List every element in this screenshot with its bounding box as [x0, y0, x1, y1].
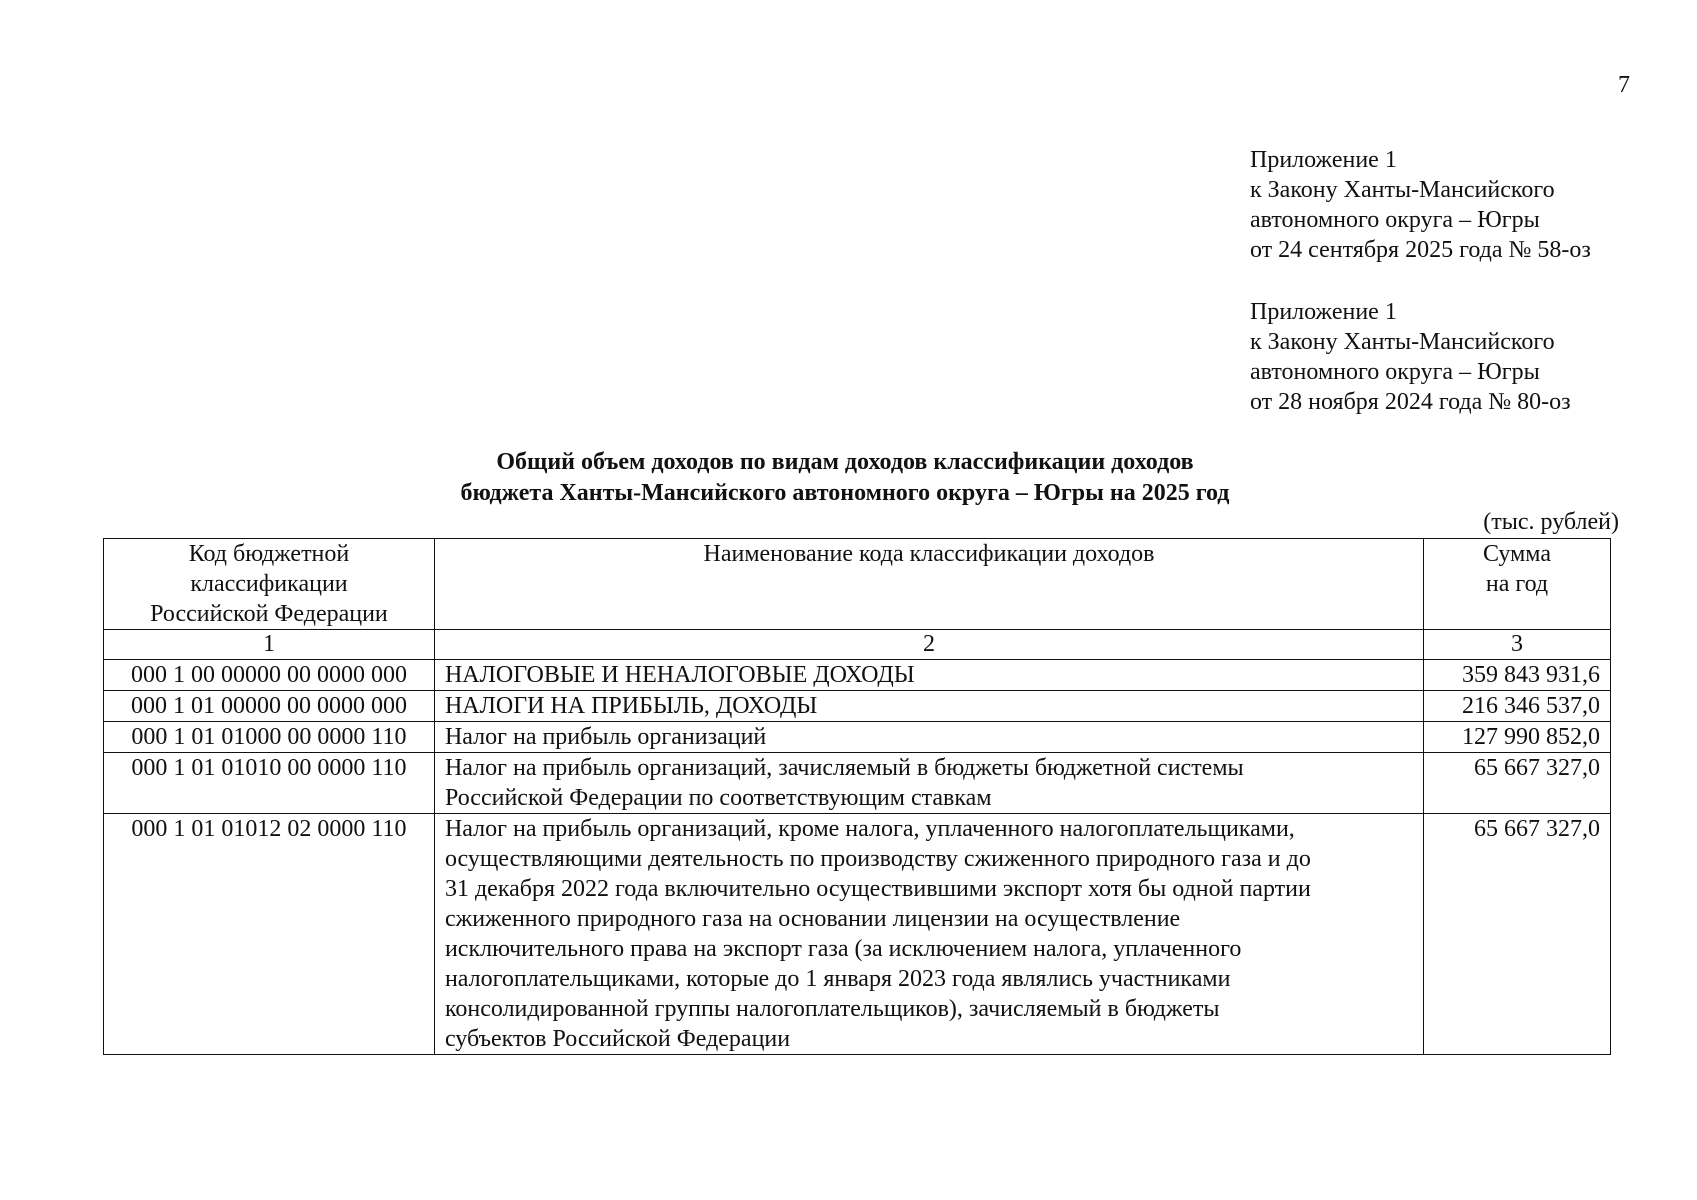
- column-number: 3: [1424, 630, 1611, 660]
- row-name: [434, 722, 1423, 753]
- table-row: [104, 722, 1611, 753]
- page-number: 7: [1618, 72, 1630, 98]
- row-name-line: Налог на прибыль организаций, кроме налога, уплаченного налогоплательщиками,: [444, 816, 1295, 842]
- appendix-current-reference: [1250, 145, 1670, 265]
- row-code: 000 1 00 00000 00 0000 000: [104, 660, 435, 691]
- appendix-line: автономного округа – Югры: [1250, 359, 1540, 385]
- table-row: [104, 753, 1611, 814]
- appendix-line: автономного округа – Югры: [1250, 207, 1540, 233]
- table-header-row: [104, 539, 1611, 630]
- appendix-line: от 28 ноября 2024 года № 80-оз: [1250, 389, 1571, 415]
- row-name-line: субъектов Российской Федерации: [444, 1026, 791, 1052]
- row-code: 000 1 01 01012 02 0000 110: [104, 814, 435, 1055]
- column-number: 2: [434, 630, 1423, 660]
- row-name-line: исключительного права на экспорт газа (за исключением налога, уплаченного: [444, 936, 1242, 962]
- appendix-line: Приложение 1: [1250, 299, 1397, 325]
- header-code-line: Российской Федерации: [150, 601, 388, 627]
- header-name: Наименование кода классификации доходов: [434, 539, 1423, 630]
- row-name-line: Налог на прибыль организаций: [444, 724, 767, 750]
- column-number: 1: [104, 630, 435, 660]
- table-row: [104, 814, 1611, 1055]
- appendix-line: от 24 сентября 2025 года № 58-оз: [1250, 237, 1591, 263]
- row-name-line: налогоплательщиками, которые до 1 января 2023 года являлись участниками: [444, 966, 1231, 992]
- row-sum: 127 990 852,0: [1424, 722, 1611, 753]
- row-name: [434, 814, 1423, 1055]
- row-name-line: Российской Федерации по соответствующим ставкам: [444, 785, 992, 811]
- table-row: [104, 660, 1611, 691]
- income-table: [103, 538, 1611, 1055]
- document-title: [100, 447, 1590, 509]
- row-sum: 216 346 537,0: [1424, 691, 1611, 722]
- row-sum: 359 843 931,6: [1424, 660, 1611, 691]
- row-sum: 65 667 327,0: [1424, 753, 1611, 814]
- row-name-line: Налог на прибыль организаций, зачисляемый в бюджеты бюджетной системы: [444, 755, 1244, 781]
- row-sum: 65 667 327,0: [1424, 814, 1611, 1055]
- row-name: [434, 660, 1423, 691]
- table-row: [104, 691, 1611, 722]
- row-name: [434, 691, 1423, 722]
- title-line-2: бюджета Ханты-Мансийского автономного округа – Югры на 2025 год: [460, 480, 1230, 506]
- header-sum-line: на год: [1485, 571, 1549, 597]
- row-code: 000 1 01 01000 00 0000 110: [104, 722, 435, 753]
- row-code: 000 1 01 01010 00 0000 110: [104, 753, 435, 814]
- row-name-line: осуществляющими деятельность по производству сжиженного природного газа и до: [444, 846, 1311, 872]
- appendix-line: к Закону Ханты-Мансийского: [1250, 177, 1555, 203]
- header-code-line: Код бюджетной: [188, 541, 350, 567]
- row-name: [434, 753, 1423, 814]
- header-code-line: классификации: [190, 571, 348, 597]
- header-sum-line: Сумма: [1483, 541, 1551, 567]
- header-sum: [1424, 539, 1611, 630]
- row-name-line: НАЛОГОВЫЕ И НЕНАЛОГОВЫЕ ДОХОДЫ: [444, 662, 915, 688]
- row-code: 000 1 01 00000 00 0000 000: [104, 691, 435, 722]
- appendix-line: Приложение 1: [1250, 147, 1397, 173]
- appendix-line: к Закону Ханты-Мансийского: [1250, 329, 1555, 355]
- row-name-line: 31 декабря 2022 года включительно осуществившими экспорт хотя бы одной партии: [444, 876, 1311, 902]
- appendix-original-reference: [1250, 297, 1670, 417]
- row-name-line: консолидированной группы налогоплательщиков), зачисляемый в бюджеты: [444, 996, 1220, 1022]
- units-label: (тыс. рублей): [1483, 509, 1619, 535]
- row-name-line: НАЛОГИ НА ПРИБЫЛЬ, ДОХОДЫ: [444, 693, 818, 719]
- header-code: [104, 539, 435, 630]
- row-name-line: сжиженного природного газа на основании лицензии на осуществление: [444, 906, 1181, 932]
- title-line-1: Общий объем доходов по видам доходов классификации доходов: [496, 449, 1194, 475]
- column-number-row: [104, 630, 1611, 660]
